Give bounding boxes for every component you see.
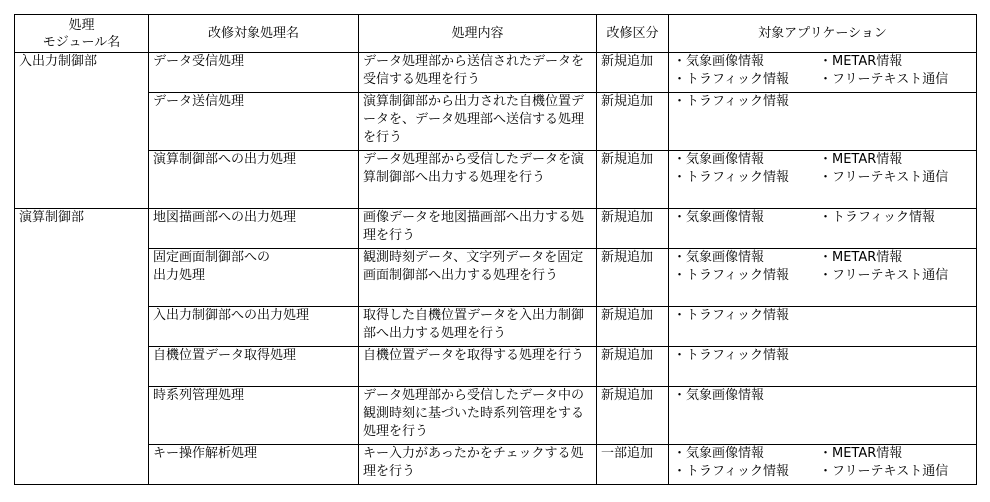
apps-cell: [669, 93, 977, 151]
table-row: [15, 151, 977, 209]
apps-cell: [669, 249, 977, 307]
category-cell: 新規追加: [597, 249, 669, 307]
category-cell: 新規追加: [597, 307, 669, 347]
module-cell: 入出力制御部: [15, 53, 149, 209]
process-content-cell: データ処理部から受信したデータ中の観測時刻に基づいた時系列管理をする処理を行う: [359, 387, 597, 445]
table-row: [15, 209, 977, 249]
app-item: ・トラフィック情報: [673, 464, 789, 479]
apps-grid: [673, 347, 972, 365]
category-cell: 新規追加: [597, 151, 669, 209]
app-item: ・フリーテキスト通信: [819, 464, 949, 479]
app-item: ・気象画像情報: [673, 152, 765, 167]
table-row: [15, 445, 977, 485]
app-item: ・フリーテキスト通信: [819, 170, 949, 185]
table-row: [15, 347, 977, 387]
category-cell: 新規追加: [597, 53, 669, 93]
app-item: ・トラフィック情報: [673, 348, 789, 363]
process-name-cell: データ送信処理: [149, 93, 359, 151]
app-item: ・トラフィック情報: [673, 268, 789, 283]
module-cell: 演算制御部: [15, 209, 149, 485]
app-item: ・気象画像情報: [673, 388, 765, 403]
app-item: ・気象画像情報: [673, 250, 765, 265]
process-content-cell: 観測時刻データ、文字列データを固定画面制御部へ出力する処理を行う: [359, 249, 597, 307]
modification-table: [14, 14, 977, 485]
app-item: ・気象画像情報: [673, 446, 765, 461]
apps-cell: [669, 387, 977, 445]
app-item: ・METAR情報: [819, 54, 903, 69]
process-name-text: 固定画面制御部への 出力処理: [153, 250, 271, 283]
process-name-cell: 時系列管理処理: [149, 387, 359, 445]
process-content-cell: キー入力があったかをチェックする処理を行う: [359, 445, 597, 485]
header-process-name: 改修対象処理名: [149, 15, 359, 53]
apps-cell: [669, 209, 977, 249]
apps-grid: [673, 53, 972, 89]
apps-grid: [673, 445, 972, 481]
category-cell: 新規追加: [597, 93, 669, 151]
apps-grid: [673, 249, 972, 285]
process-name-cell: 演算制御部への出力処理: [149, 151, 359, 209]
process-content-cell: データ処理部から送信されたデータを受信する処理を行う: [359, 53, 597, 93]
app-item: ・トラフィック情報: [673, 94, 789, 109]
category-cell: 新規追加: [597, 387, 669, 445]
app-item: ・トラフィック情報: [673, 170, 789, 185]
header-module-text: 処理 モジュール名: [42, 17, 121, 50]
header-row: [15, 15, 977, 53]
app-item: ・気象画像情報: [673, 210, 765, 225]
apps-cell: [669, 307, 977, 347]
process-content-cell: 取得した自機位置データを入出力制御部へ出力する処理を行う: [359, 307, 597, 347]
table-row: [15, 93, 977, 151]
apps-cell: [669, 347, 977, 387]
header-content: 処理内容: [359, 15, 597, 53]
process-name-cell: データ受信処理: [149, 53, 359, 93]
header-apps: 対象アプリケーション: [669, 15, 977, 53]
header-category: 改修区分: [597, 15, 669, 53]
process-content-cell: データ処理部から受信したデータを演算制御部へ出力する処理を行う: [359, 151, 597, 209]
app-item: ・トラフィック情報: [673, 72, 789, 87]
category-cell: 新規追加: [597, 209, 669, 249]
process-name-cell: 自機位置データ取得処理: [149, 347, 359, 387]
app-item: ・フリーテキスト通信: [819, 268, 949, 283]
app-item: ・METAR情報: [819, 250, 903, 265]
process-name-cell: キー操作解析処理: [149, 445, 359, 485]
process-name-cell: 地図描画部への出力処理: [149, 209, 359, 249]
app-item: ・METAR情報: [819, 152, 903, 167]
app-item: ・気象画像情報: [673, 54, 765, 69]
process-content-cell: 自機位置データを取得する処理を行う: [359, 347, 597, 387]
apps-grid: [673, 93, 972, 111]
process-name-cell: [149, 249, 359, 307]
apps-cell: [669, 151, 977, 209]
apps-grid: [673, 387, 972, 405]
table-row: [15, 387, 977, 445]
table-row: [15, 307, 977, 347]
app-item: ・トラフィック情報: [673, 308, 789, 323]
process-content-cell: 画像データを地図描画部へ出力する処理を行う: [359, 209, 597, 249]
process-content-cell: 演算制御部から出力された自機位置データを、データ処理部へ送信する処理を行う: [359, 93, 597, 151]
category-cell: 一部追加: [597, 445, 669, 485]
app-item: ・METAR情報: [819, 446, 903, 461]
table-row: [15, 249, 977, 307]
app-item: ・フリーテキスト通信: [819, 72, 949, 87]
apps-cell: [669, 53, 977, 93]
apps-grid: [673, 307, 972, 325]
apps-cell: [669, 445, 977, 485]
apps-grid: [673, 151, 972, 187]
app-item: ・トラフィック情報: [819, 210, 935, 225]
process-name-cell: 入出力制御部への出力処理: [149, 307, 359, 347]
category-cell: 新規追加: [597, 347, 669, 387]
table-row: [15, 53, 977, 93]
apps-grid: [673, 209, 972, 227]
header-module: [15, 15, 149, 53]
